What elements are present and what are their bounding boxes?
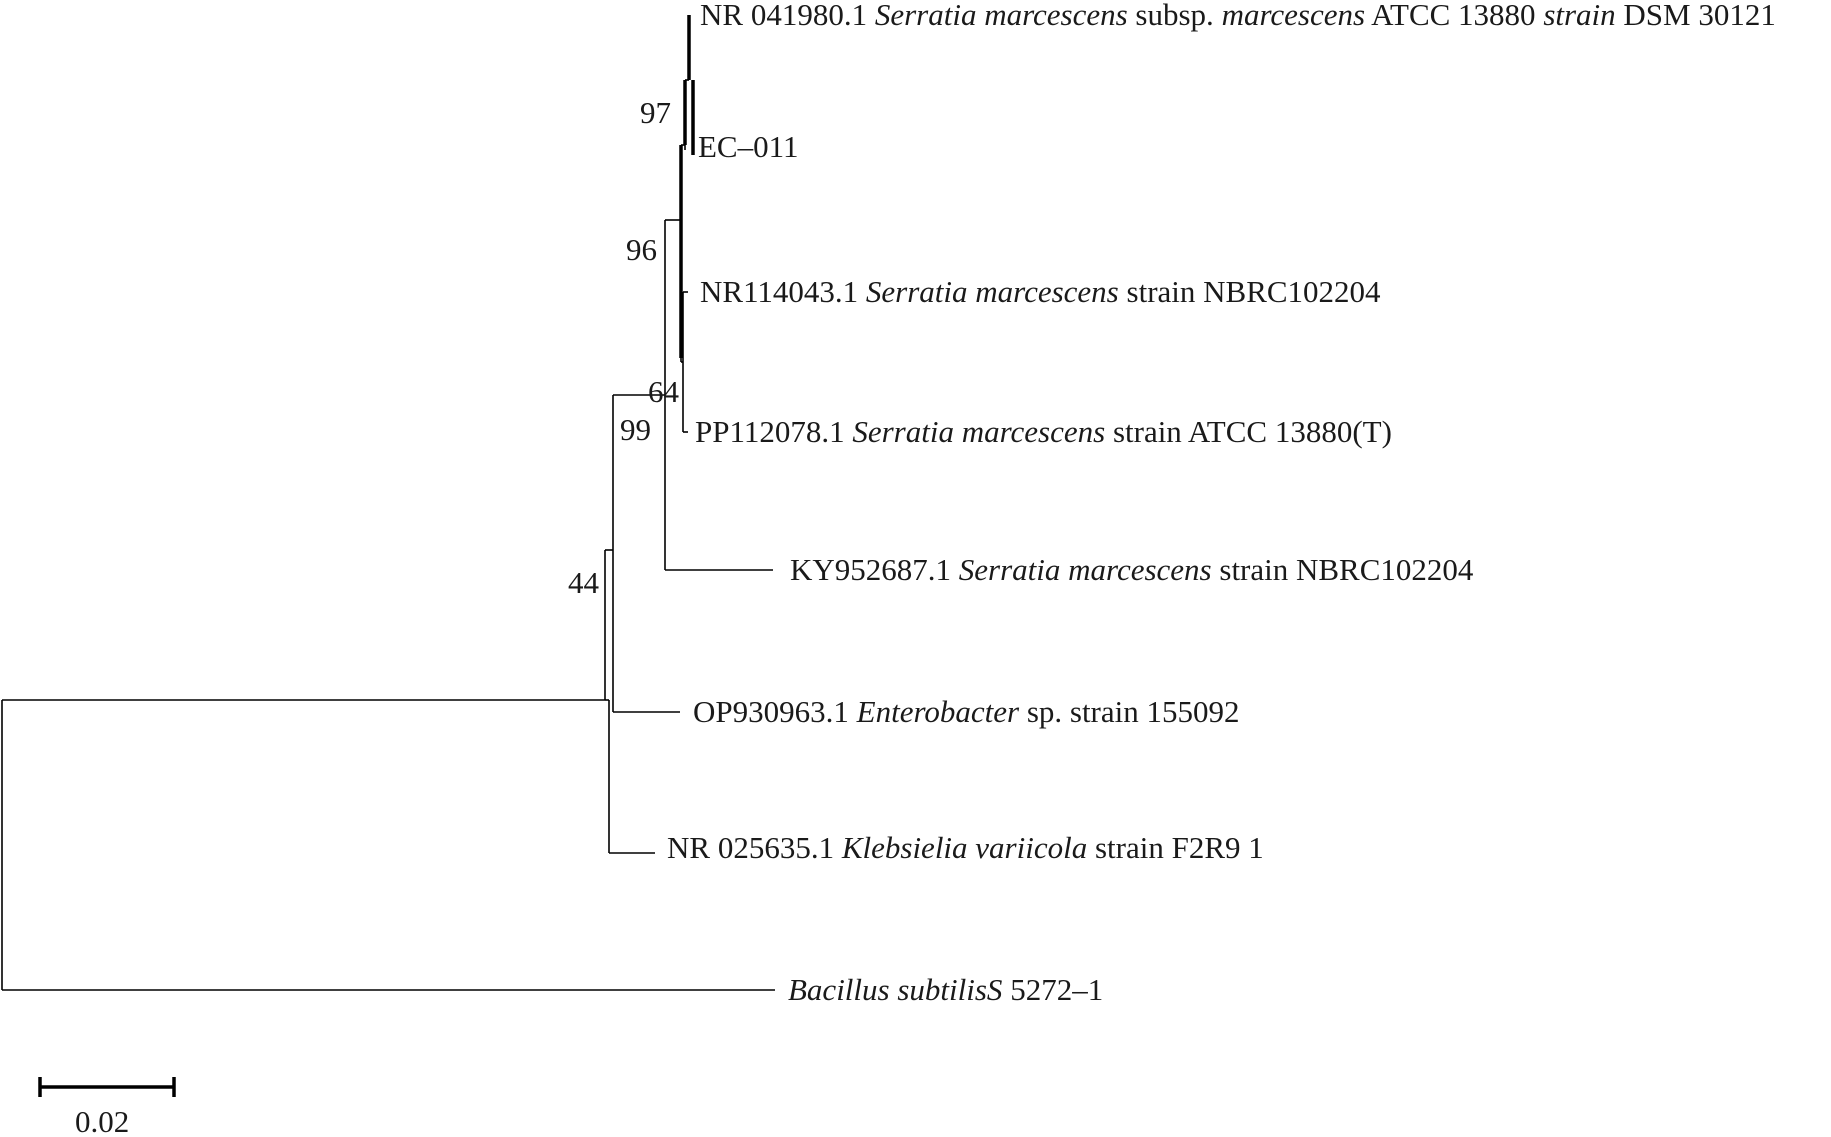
leaf-label-part: NR 025635.1 <box>667 830 842 865</box>
leaf-label-part: EC–011 <box>698 129 799 164</box>
leaf-label <box>667 830 1264 865</box>
scale-bar-label: 0.02 <box>75 1104 130 1137</box>
leaf-label <box>700 0 1776 32</box>
leaf-label-italic: Klebsielia variicola <box>841 830 1088 865</box>
leaf-label <box>790 552 1474 587</box>
bootstrap-value: 97 <box>640 95 671 130</box>
leaf-label <box>788 972 1103 1007</box>
leaf-label-part: KY952687.1 <box>790 552 959 587</box>
bootstrap-value: 64 <box>648 374 679 409</box>
leaf-label-italic: strain <box>1543 0 1616 32</box>
leaf-label <box>700 274 1381 309</box>
scale-bar <box>40 1077 174 1137</box>
leaf-label-part: DSM 30121 <box>1615 0 1776 32</box>
leaf-label-part: NR114043.1 <box>700 274 866 309</box>
leaf-label-italic: Serratia marcescens <box>865 274 1119 309</box>
leaf-label-part: strain ATCC 13880(T) <box>1105 414 1392 449</box>
leaf-label-italic: Enterobacter <box>856 694 1020 729</box>
leaf-label-part: NR 041980.1 <box>700 0 875 32</box>
leaf-label-part: OP930963.1 <box>693 694 857 729</box>
leaf-label-italic: Serratia marcescens <box>874 0 1128 32</box>
leaf-label-italic: Serratia marcescens <box>852 414 1106 449</box>
leaf-label-part: strain NBRC102204 <box>1211 552 1474 587</box>
leaf-label-part: strain NBRC102204 <box>1118 274 1381 309</box>
leaf-label-part: ATCC 13880 <box>1365 0 1544 32</box>
leaf-label <box>698 129 798 164</box>
leaf-label-italic: Bacillus subtilisS <box>788 972 1003 1007</box>
leaf-label-part: PP112078.1 <box>695 414 853 449</box>
leaf-label-part: subsp. <box>1127 0 1222 32</box>
leaf-label <box>695 414 1392 449</box>
leaf-label-italic: marcescens <box>1221 0 1366 32</box>
leaf-label <box>693 694 1240 729</box>
bootstrap-value: 96 <box>626 232 657 267</box>
leaf-label-part: sp. strain 155092 <box>1019 694 1240 729</box>
bootstrap-value: 44 <box>568 565 599 600</box>
leaf-label-part: strain F2R9 1 <box>1087 830 1264 865</box>
leaf-label-italic: Serratia marcescens <box>958 552 1212 587</box>
leaf-label-part: 5272–1 <box>1002 972 1104 1007</box>
bootstrap-value: 99 <box>620 412 651 447</box>
